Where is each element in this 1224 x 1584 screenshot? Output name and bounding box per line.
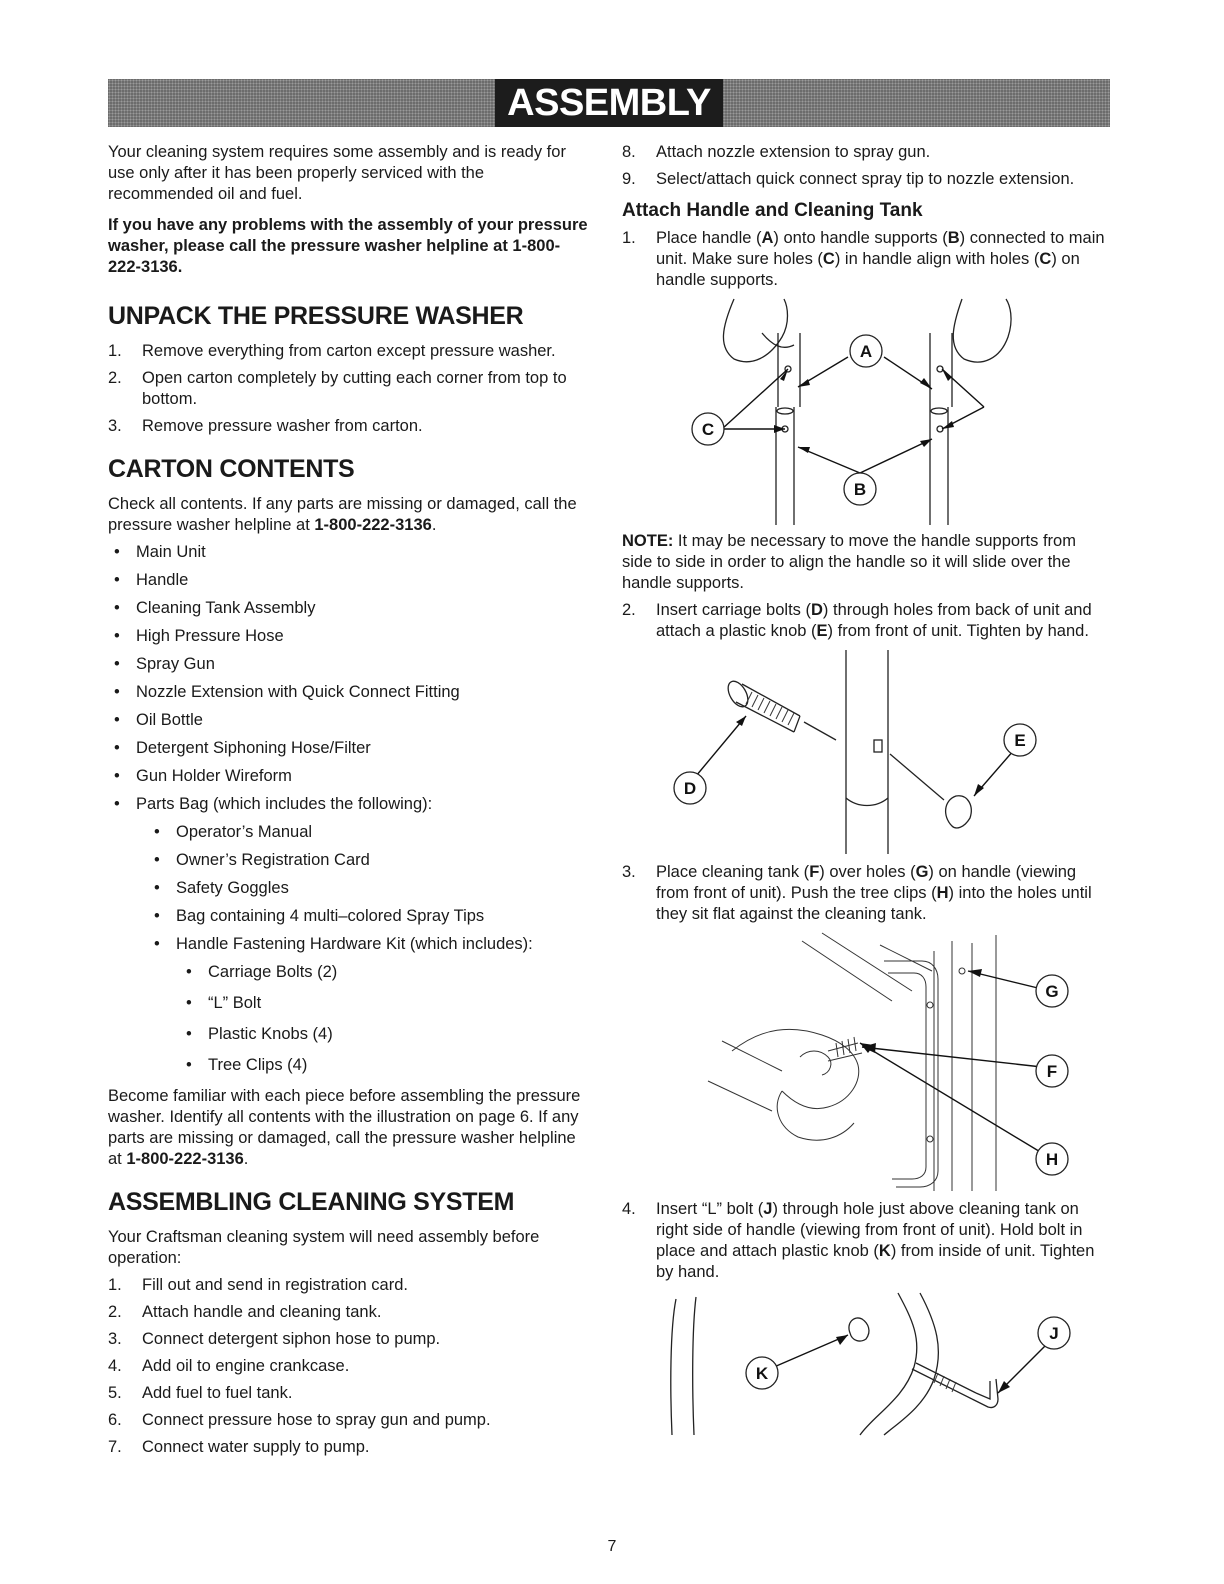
- list-item: 7. Connect water supply to pump.: [108, 1438, 370, 1456]
- page-title: ASSEMBLY: [495, 79, 723, 127]
- list-item: • Owner’s Registration Card: [154, 851, 370, 869]
- label-j: J: [1049, 1324, 1059, 1343]
- list-item: 3. Remove pressure washer from carton.: [108, 417, 423, 435]
- list-item: • “L” Bolt: [186, 994, 262, 1012]
- carton-heading: CARTON CONTENTS: [108, 455, 355, 483]
- label-a: A: [859, 342, 873, 361]
- carton-contents-list: [108, 542, 588, 1076]
- right-column: [622, 142, 1110, 1439]
- note-paragraph: NOTE: It may be necessary to move the handle supports from side to side in order to align the handle so it will slide over the handle supports.: [622, 532, 1076, 592]
- list-item: • Carriage Bolts (2): [186, 963, 338, 981]
- attach-heading: Attach Handle and Cleaning Tank: [622, 200, 923, 221]
- list-item: • Detergent Siphoning Hose/Filter: [114, 739, 371, 757]
- l-bolt-diagram: [622, 1289, 1110, 1439]
- assembling-steps: [108, 1275, 588, 1458]
- label-g: G: [1045, 982, 1059, 1001]
- list-item: 3. Connect detergent siphon hose to pump.: [108, 1330, 441, 1348]
- cleaning-tank-diagram: [622, 931, 1110, 1191]
- list-item: 6. Connect pressure hose to spray gun and pump.: [108, 1411, 491, 1429]
- list-item: • Bag containing 4 multi–colored Spray Tips: [154, 907, 485, 925]
- label-f: F: [1046, 1062, 1058, 1081]
- list-item: • Safety Goggles: [154, 879, 289, 897]
- list-item: 1. Place handle (A) onto handle supports (B) connected to main unit. Make sure holes (C) in handle align with holes (C) on handle supports.: [622, 229, 1105, 289]
- list-item: 4. Insert “L” bolt (J) through hole just above cleaning tank on right side of handle (viewing from front of unit). Hold bolt in place and attach plastic knob (K) from inside of unit. Tighten by hand.: [622, 1200, 1095, 1281]
- list-item: • Handle Fastening Hardware Kit (which includes):: [154, 935, 533, 953]
- label-e: E: [1014, 731, 1026, 750]
- left-column: [108, 142, 588, 1464]
- assembling-steps-continued: [622, 142, 1110, 190]
- list-item: • Main Unit: [114, 543, 206, 561]
- list-item: 4. Add oil to engine crankcase.: [108, 1357, 350, 1375]
- list-item: • Parts Bag (which includes the following):: [114, 795, 433, 813]
- list-item: 3. Place cleaning tank (F) over holes (G) on handle (viewing from front of unit). Push the tree clips (H) into the holes until they sit flat against the cleaning tank.: [622, 863, 1092, 923]
- attach-step-1: [622, 228, 1110, 291]
- section-banner: [108, 79, 1110, 127]
- list-item: 5. Add fuel to fuel tank.: [108, 1384, 293, 1402]
- attach-step-4: [622, 1199, 1110, 1283]
- handle-supports-diagram: [622, 297, 1110, 525]
- unpack-steps: [108, 341, 588, 437]
- intro-paragraph: Your cleaning system requires some assembly and is ready for use only after it has been properly serviced with the recommended oil and fuel.: [108, 143, 566, 203]
- familiar-paragraph: Become familiar with each piece before assembling the pressure washer. Identify all contents with the illustration on page 6. If any parts are missing or damaged, call the pressure washer helpline at 1-800-222-3136.: [108, 1087, 581, 1168]
- label-h: H: [1045, 1150, 1059, 1169]
- label-k: K: [755, 1364, 769, 1383]
- list-item: 8. Attach nozzle extension to spray gun.: [622, 143, 931, 161]
- list-item: • Handle: [114, 571, 189, 589]
- list-item: • Nozzle Extension with Quick Connect Fitting: [114, 683, 460, 701]
- label-b: B: [853, 480, 867, 499]
- list-item: 2. Open carton completely by cutting each corner from top to bottom.: [108, 369, 567, 408]
- list-item: • Plastic Knobs (4): [186, 1025, 333, 1043]
- page-number: 7: [607, 1538, 617, 1555]
- list-item: • Operator’s Manual: [154, 823, 313, 841]
- label-d: D: [683, 779, 697, 798]
- list-item: • Oil Bottle: [114, 711, 203, 729]
- assembling-heading: ASSEMBLING CLEANING SYSTEM: [108, 1188, 515, 1216]
- carriage-bolt-diagram: [622, 648, 1110, 854]
- list-item: 1. Fill out and send in registration card.: [108, 1276, 408, 1294]
- helpline-note: If you have any problems with the assembly of your pressure washer, please call the pressure washer helpline at 1-800-222-3136.: [108, 216, 588, 276]
- label-c: C: [701, 420, 715, 439]
- helpline-phone: 1-800-222-3136: [126, 1150, 244, 1168]
- list-item: • High Pressure Hose: [114, 627, 284, 645]
- list-item: • Tree Clips (4): [186, 1056, 308, 1074]
- attach-step-2: [622, 600, 1110, 642]
- attach-step-3: [622, 862, 1110, 925]
- list-item: 2. Attach handle and cleaning tank.: [108, 1303, 382, 1321]
- list-item: 1. Remove everything from carton except pressure washer.: [108, 342, 556, 360]
- unpack-heading: UNPACK THE PRESSURE WASHER: [108, 302, 524, 330]
- list-item: • Cleaning Tank Assembly: [114, 599, 316, 617]
- assembling-intro: Your Craftsman cleaning system will need assembly before operation:: [108, 1228, 540, 1267]
- carton-intro: Check all contents. If any parts are missing or damaged, call the pressure washer helpline at 1-800-222-3136.: [108, 495, 577, 534]
- list-item: 2. Insert carriage bolts (D) through holes from back of unit and attach a plastic knob (E) from front of unit. Tighten by hand.: [622, 601, 1092, 640]
- helpline-phone: 1-800-222-3136: [314, 516, 432, 534]
- list-item: 9. Select/attach quick connect spray tip to nozzle extension.: [622, 170, 1075, 188]
- list-item: • Gun Holder Wireform: [114, 767, 292, 785]
- list-item: • Spray Gun: [114, 655, 215, 673]
